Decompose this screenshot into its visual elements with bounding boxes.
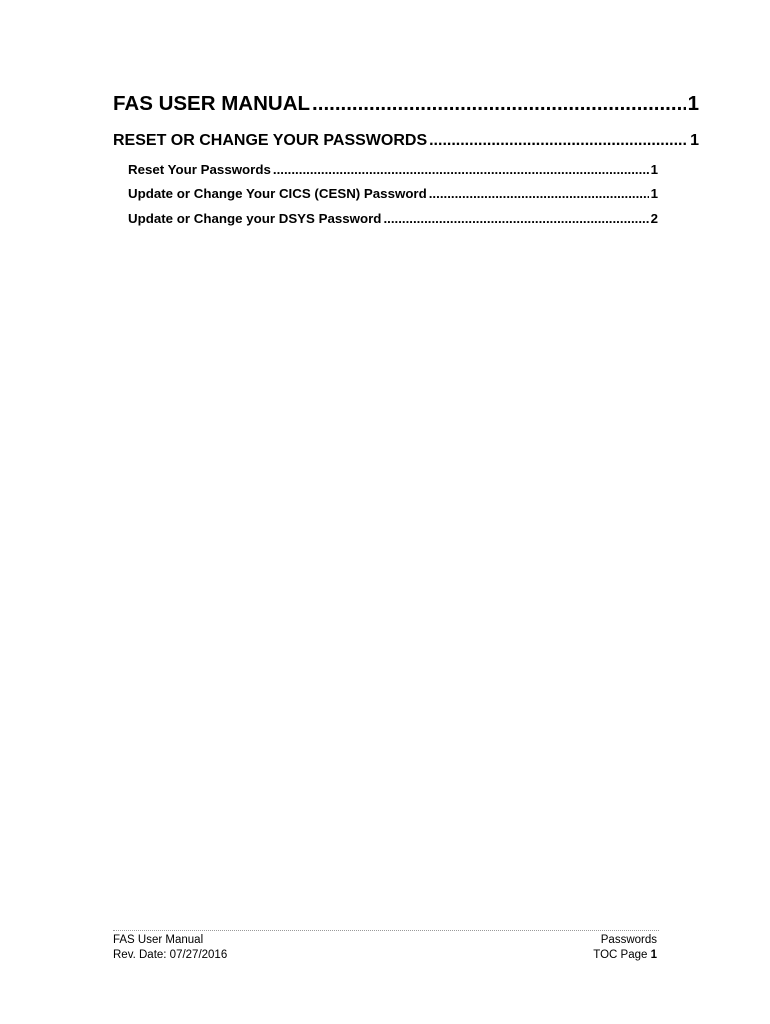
footer-left bbox=[113, 933, 227, 963]
footer-page-indicator bbox=[480, 948, 657, 963]
footer-document-title: FAS User Manual bbox=[113, 934, 204, 946]
toc-entry-label: RESET OR CHANGE YOUR PASSWORDS bbox=[113, 132, 428, 149]
toc-dot-leader bbox=[429, 132, 688, 150]
toc-entry-fas-user-manual[interactable] bbox=[113, 92, 699, 116]
footer-revision-date: Rev. Date: 07/27/2016 bbox=[113, 949, 228, 961]
toc-entry-dsys-password[interactable] bbox=[128, 211, 658, 226]
toc-entry-page-number: 1 bbox=[690, 132, 699, 149]
toc-entry-page-number: 2 bbox=[650, 211, 658, 226]
toc-entry-page-number: 1 bbox=[650, 186, 658, 201]
toc-entry-label: Update or Change your DSYS Password bbox=[128, 211, 382, 226]
footer-divider bbox=[113, 930, 659, 931]
toc-dot-leader bbox=[429, 186, 649, 201]
footer-right bbox=[480, 933, 657, 963]
toc-entry-page-number: 1 bbox=[687, 92, 699, 115]
toc-entry-cics-cesn-password[interactable] bbox=[128, 186, 658, 201]
footer-section-name: Passwords bbox=[600, 934, 657, 946]
toc-entry-reset-your-passwords[interactable] bbox=[128, 162, 658, 177]
toc-entry-label: Reset Your Passwords bbox=[128, 162, 271, 177]
toc-entry-label: Update or Change Your CICS (CESN) Password bbox=[128, 186, 427, 201]
toc-dot-leader bbox=[383, 211, 648, 226]
footer-page-number: 1 bbox=[650, 949, 657, 961]
toc-dot-leader bbox=[312, 92, 686, 116]
toc-entry-reset-or-change-passwords[interactable] bbox=[113, 132, 699, 150]
toc-entry-label: FAS USER MANUAL bbox=[113, 92, 311, 115]
toc-dot-leader bbox=[273, 162, 649, 177]
footer-page-prefix: TOC Page bbox=[593, 949, 648, 961]
toc-entry-page-number: 1 bbox=[650, 162, 658, 177]
